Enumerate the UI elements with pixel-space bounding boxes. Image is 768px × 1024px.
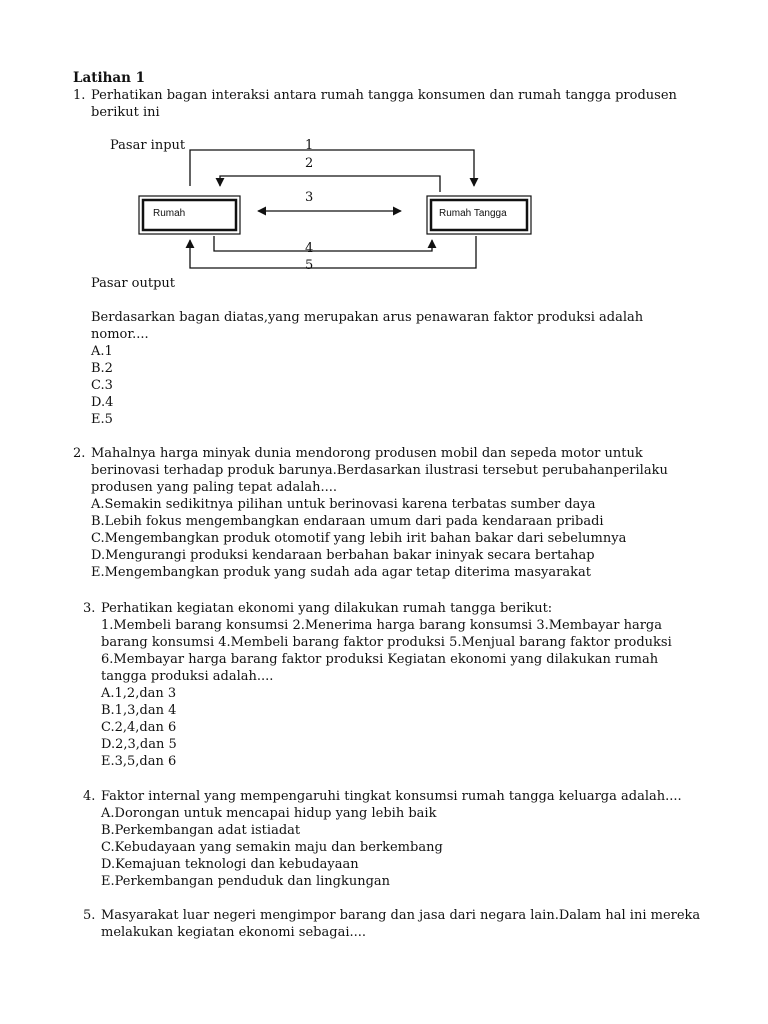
q4-option-a: A.Dorongan untuk mencapai hidup yang lebih baik (101, 806, 437, 821)
q2-option-c: C.Mengembangkan produk otomotif yang lebih irit bahan bakar dari sebelumnya (91, 531, 627, 546)
left-box-label: Rumah (153, 208, 186, 219)
arrow-1 (190, 150, 474, 186)
q1-option-b: B.2 (91, 361, 113, 376)
q1-option-d: D.4 (91, 395, 114, 410)
q5-text-line1: Masyarakat luar negeri mengimpor barang dan jasa dari negara lain.Dalam hal ini mereka (101, 908, 701, 923)
q2-text-line2: berinovasi terhadap produk barunya.Berdasarkan ilustrasi tersebut perubahanperilaku (91, 463, 668, 478)
arrow-label-3: 3 (305, 190, 314, 205)
arrow-label-5: 5 (305, 258, 314, 273)
arrow-label-2: 2 (305, 156, 314, 171)
q3-option-b: B.1,3,dan 4 (101, 703, 177, 718)
q5-number: 5. (83, 908, 96, 923)
q4-option-e: E.Perkembangan penduduk dan lingkungan (101, 874, 391, 889)
q4-option-c: C.Kebudayaan yang semakin maju dan berkembang (101, 840, 443, 855)
q5-text-line2: melakukan kegiatan ekonomi sebagai.... (101, 925, 367, 940)
q1-option-c: C.3 (91, 378, 113, 393)
q2-option-e: E.Mengembangkan produk yang sudah ada agar tetap diterima masyarakat (91, 565, 591, 580)
arrow-5 (190, 236, 476, 268)
q4-text: Faktor internal yang mempengaruhi tingkat konsumsi rumah tangga keluarga adalah.... (101, 789, 682, 804)
q3-text-line4: 6.Membayar harga barang faktor produksi Kegiatan ekonomi yang dilakukan rumah (101, 652, 659, 667)
right-box-label: Rumah Tangga (439, 208, 507, 219)
q3-option-c: C.2,4,dan 6 (101, 720, 177, 735)
q4-option-b: B.Perkembangan adat istiadat (101, 823, 301, 838)
arrow-label-4: 4 (305, 241, 314, 256)
q1-option-e: E.5 (91, 412, 113, 427)
q3-text-line3: barang konsumsi 4.Membeli barang faktor produksi 5.Menjual barang faktor produksi (101, 635, 672, 650)
q2-number: 2. (73, 446, 86, 461)
q1-option-a: A.1 (91, 344, 113, 359)
q3-number: 3. (83, 601, 96, 616)
q3-text-line5: tangga produksi adalah.... (101, 669, 274, 684)
q2-text-line3: produsen yang paling tepat adalah.... (91, 480, 338, 495)
q3-text-line1: Perhatikan kegiatan ekonomi yang dilakukan rumah tangga berikut: (101, 601, 553, 616)
q1-text-line2: berikut ini (91, 105, 160, 120)
q4-number: 4. (83, 789, 96, 804)
q1-text-line1: Perhatikan bagan interaksi antara rumah tangga konsumen dan rumah tangga produsen (91, 88, 677, 103)
q3-text-line2: 1.Membeli barang konsumsi 2.Menerima harga barang konsumsi 3.Membayar harga (101, 618, 662, 633)
q3-option-e: E.3,5,dan 6 (101, 754, 177, 769)
q4-option-d: D.Kemajuan teknologi dan kebudayaan (101, 857, 359, 872)
pasar-input-label: Pasar input (110, 138, 186, 153)
q2-option-a: A.Semakin sedikitnya pilihan untuk berinovasi karena terbatas sumber daya (91, 497, 596, 512)
arrow-4 (214, 236, 432, 251)
page-title: Latihan 1 (73, 70, 146, 86)
q2-text-line1: Mahalnya harga minyak dunia mendorong produsen mobil dan sepeda motor untuk (91, 446, 643, 461)
q3-option-a: A.1,2,dan 3 (101, 686, 177, 701)
q1-number: 1. (73, 88, 86, 103)
q1-question-line1: Berdasarkan bagan diatas,yang merupakan arus penawaran faktor produksi adalah (91, 310, 644, 325)
arrow-2 (220, 176, 440, 192)
pasar-output-label: Pasar output (91, 276, 176, 291)
q1-question-line2: nomor.... (91, 327, 149, 342)
q2-option-d: D.Mengurangi produksi kendaraan berbahan bakar ininyak secara bertahap (91, 548, 595, 563)
q3-option-d: D.2,3,dan 5 (101, 737, 177, 752)
q2-option-b: B.Lebih fokus mengembangkan endaraan umum dari pada kendaraan pribadi (91, 514, 604, 529)
arrow-label-1: 1 (305, 138, 314, 153)
